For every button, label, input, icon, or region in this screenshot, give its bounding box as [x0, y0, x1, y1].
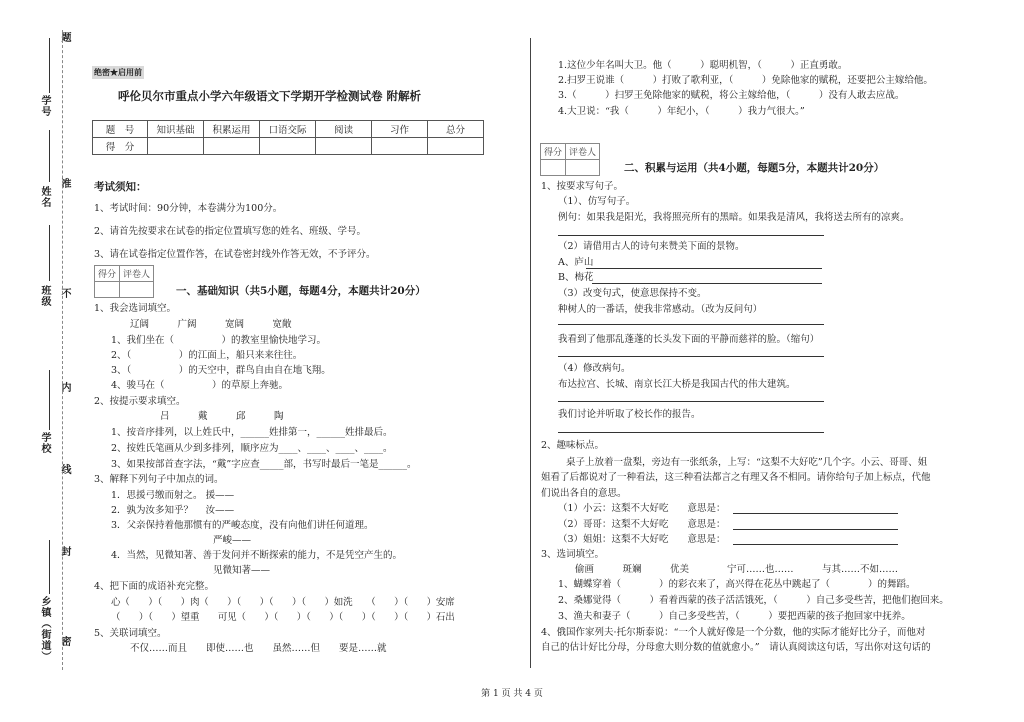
s1-line: 2、（ ）的江面上，船只来来往往。 [111, 350, 303, 361]
s1-line: 3、解释下列句子中加点的词。 [94, 474, 224, 485]
notice-item: 2、请首先按要求在试卷的指定位置填写您的姓名、班级、学号。 [94, 226, 367, 237]
s1-line: 4、把下面的成语补充完整。 [94, 581, 215, 592]
s1-line: 严峻—— [213, 535, 252, 546]
score-table-header-row [93, 121, 484, 138]
margin-label-xian: 线 [59, 464, 70, 475]
s2-line: （4）修改病句。 [558, 363, 631, 374]
s2-line: （2）请借用古人的诗句来赞美下面的景物。 [558, 241, 745, 252]
score-row-label: 得 分 [93, 138, 148, 155]
rt-line: 3.（ ）扫罗王免除他家的赋税，将公主嫁给他，（ ）没有人敢去应战。 [558, 90, 905, 101]
scorebox-label: 评卷人 [566, 144, 600, 160]
blank-township [49, 540, 50, 594]
s2-line: 4、俄国作家列夫·托尔斯泰说：“一个人就好像是一个分数，他的实际才能好比分子，而他对 [541, 627, 926, 638]
score-input-cell[interactable] [260, 138, 316, 155]
scorebox-label: 评卷人 [120, 266, 154, 282]
score-table-score-row [93, 138, 484, 155]
s2-line: （2）哥哥：这梨不大好吃 意思是： [558, 519, 726, 530]
s2-line: 1、蝴蝶穿着（ ）的彩衣来了，高兴得在花丛中跳起了（ ）的舞蹈。 [558, 579, 916, 590]
score-header-cell: 知识基础 [148, 121, 204, 138]
s2-line: 桌子上放着一盘梨，旁边有一张纸条，上写：“这梨不大好吃”几个字。小云、哥哥、姐 [566, 457, 928, 468]
score-header-cell: 习作 [372, 121, 428, 138]
blank-school [49, 370, 50, 430]
s1-line: 1、我们坐在（ ）的教室里愉快地学习。 [111, 335, 327, 346]
margin-label-class: 班级 [39, 285, 50, 307]
s1-line: （ ）（ ）望重 可见（ ）（ ）（ ）（ ）（ ）（ ）石出 [111, 612, 455, 623]
s2-line: 2、趣味标点。 [541, 440, 605, 451]
blank-name [49, 130, 50, 182]
s1-line: 5、关联词填空。 [94, 628, 167, 639]
margin-label-nei: 内 [59, 382, 70, 393]
section1-heading: 一、基础知识（共5小题，每题4分，本题共计20分） [176, 285, 426, 297]
notice-item: 3、请在试卷指定位置作答，在试卷密封线外作答无效，不予评分。 [94, 249, 376, 260]
score-input-cell[interactable] [204, 138, 260, 155]
s2-line: A、庐山 [558, 257, 594, 268]
s2-line: 1、按要求写句子。 [541, 181, 624, 192]
s1-line: 2、按姓氏笔画从少到多排列，顺序应为____、____、____、____。 [111, 443, 393, 454]
margin-label-student-id: 学号 [39, 95, 50, 117]
blank-student-id [49, 38, 50, 93]
margin-label-zhun: 准 [59, 178, 70, 189]
s1-line: 3、（ ）的天空中，群鸟自由自在地飞翔。 [111, 365, 331, 376]
margin-label-name: 姓名 [39, 186, 50, 208]
section2-heading: 二、积累与运用（共4小题，每题5分，本题共计20分） [624, 162, 885, 174]
answer-line[interactable] [733, 529, 898, 530]
score-header-cell: 口语交际 [260, 121, 316, 138]
s1-line: 3．父亲保持着他那惯有的严峻态度，没有向他们讲任何道理。 [111, 520, 374, 531]
margin-label-ti: 题 [59, 32, 70, 43]
score-input-cell[interactable] [428, 138, 484, 155]
s1-line: 1．思援弓缴而射之。 援—— [111, 490, 235, 501]
rt-line: 4.大卫说：“我（ ）年纪小，（ ）我力气很大。” [558, 106, 805, 117]
s1-line: 辽阔 广阔 宽阔 宽敞 [130, 319, 292, 330]
s2-line: 姐看了后都说对了一种看法，这三种看法都言之有理又各不相同。请你给句子加上标点，代他 [541, 472, 931, 483]
margin-label-township: 乡镇（街道） [39, 596, 50, 662]
answer-line[interactable] [558, 432, 824, 433]
s1-line: 2．孰为汝多知乎？ 汝—— [111, 505, 235, 516]
score-input-cell[interactable] [148, 138, 204, 155]
scorebox-cell[interactable] [566, 160, 600, 176]
margin-label-feng: 封 [59, 546, 70, 557]
seal-line [62, 30, 63, 670]
answer-line[interactable] [733, 544, 898, 545]
scorebox-section1 [94, 265, 154, 298]
scorebox-label: 得分 [541, 144, 566, 160]
s1-line: 1、我会选词填空。 [94, 303, 177, 314]
answer-line[interactable] [592, 283, 822, 284]
s1-line: 心（ ）（ ）肉（ ）（ ）（ ）（ ）如洗 （ ）（ ）安席 [111, 597, 455, 608]
notice-heading: 考试须知： [94, 181, 147, 193]
s2-line: 3、渔夫和妻子（ ）自己多受些苦，（ ）要把西蒙的孩子抱回家中抚养。 [558, 611, 911, 622]
s2-line: B、梅花 [558, 272, 594, 283]
s2-line: 布达拉宫、长城、南京长江大桥是我国古代的伟大建筑。 [558, 379, 796, 390]
s2-line: 我们讨论并听取了校长作的报告。 [558, 409, 701, 420]
notice-item: 1、考试时间：90分钟，本卷满分为100分。 [94, 203, 283, 214]
scorebox-section2 [540, 143, 600, 176]
s2-line: （1）小云：这梨不大好吃 意思是： [558, 503, 726, 514]
s1-line: 4、骏马在（ ）的草原上奔驰。 [111, 380, 289, 391]
column-divider [530, 38, 531, 668]
score-header-cell: 题 号 [93, 121, 148, 138]
page-title: 呼伦贝尔市重点小学六年级语文下学期开学检测试卷 附解析 [118, 89, 422, 103]
score-header-cell: 阅读 [316, 121, 372, 138]
answer-line[interactable] [558, 356, 824, 357]
s2-line: （1）、仿写句子。 [558, 196, 636, 207]
score-input-cell[interactable] [372, 138, 428, 155]
s2-line: 偷画 斑斓 优美 宁可……也…… 与其……不如…… [575, 564, 899, 575]
s1-line: 吕 戴 邱 陶 [160, 411, 284, 422]
s2-line: 3、选词填空。 [541, 549, 605, 560]
s1-line: 不仅……而且 即使……也 虽然……但 要是……就 [130, 643, 387, 654]
score-header-cell: 总分 [428, 121, 484, 138]
answer-line[interactable] [733, 513, 898, 514]
s2-line: 种树人的一番话，使我非常感动。（改为反问句） [558, 304, 763, 315]
scorebox-cell[interactable] [120, 282, 154, 298]
rt-line: 2.扫罗王说谁（ ）打败了歌利亚，（ ）免除他家的赋税，还要把公主嫁给他。 [558, 75, 933, 86]
margin-label-bu: 不 [59, 288, 70, 299]
scorebox-label: 得分 [95, 266, 120, 282]
score-header-cell: 积累运用 [204, 121, 260, 138]
s2-line: 自己的估计好比分母，分母愈大则分数的值就愈小。” 请认真阅读这句话，写出你对这句话的 [541, 642, 931, 653]
s1-line: 见微知著—— [213, 565, 271, 576]
blank-class [49, 225, 50, 281]
s2-line: 们说出各自的意思。 [541, 488, 627, 499]
s1-line: 3、如果按部首查字法，“戴”字应查_____部，书写时最后一笔是______。 [111, 459, 417, 470]
score-input-cell[interactable] [316, 138, 372, 155]
scorebox-cell[interactable] [541, 160, 566, 176]
score-table [92, 120, 484, 155]
s1-line: 1、按音序排列，以上姓氏中，______姓排第一，______姓排最后。 [111, 427, 393, 438]
scorebox-cell[interactable] [95, 282, 120, 298]
s2-line: 例句：如果我是阳光，我将照亮所有的黑暗。如果我是清风，我将送去所有的凉爽。 [558, 212, 910, 223]
answer-line[interactable] [558, 235, 824, 236]
answer-line[interactable] [586, 268, 822, 269]
rt-line: 1.这位少年名叫大卫。他（ ）聪明机智，（ ）正直勇敢。 [558, 60, 848, 71]
s2-line: 2、桑娜觉得（ ）看着西蒙的孩子活活饿死，（ ）自己多受些苦，把他们抱回来。 [558, 595, 949, 606]
secret-badge: 绝密★启用前 [94, 67, 142, 77]
page-footer: 第 1 页 共 4 页 [481, 689, 543, 699]
s2-line: （3）姐姐：这梨不大好吃 意思是： [558, 534, 726, 545]
answer-line[interactable] [558, 324, 824, 325]
margin-label-mi: 密 [59, 636, 70, 647]
s1-line: 4．当然，见微知著、善于发问并不断探索的能力，不是凭空产生的。 [111, 550, 403, 561]
answer-line[interactable] [558, 401, 824, 402]
s2-line: （3）改变句式，使意思保持不变。 [558, 288, 707, 299]
s2-line: 我看到了他那乱蓬蓬的长头发下面的平静而慈祥的脸。（缩句） [558, 334, 820, 345]
margin-label-school: 学校 [39, 432, 50, 454]
s1-line: 2、按提示要求填空。 [94, 396, 186, 407]
